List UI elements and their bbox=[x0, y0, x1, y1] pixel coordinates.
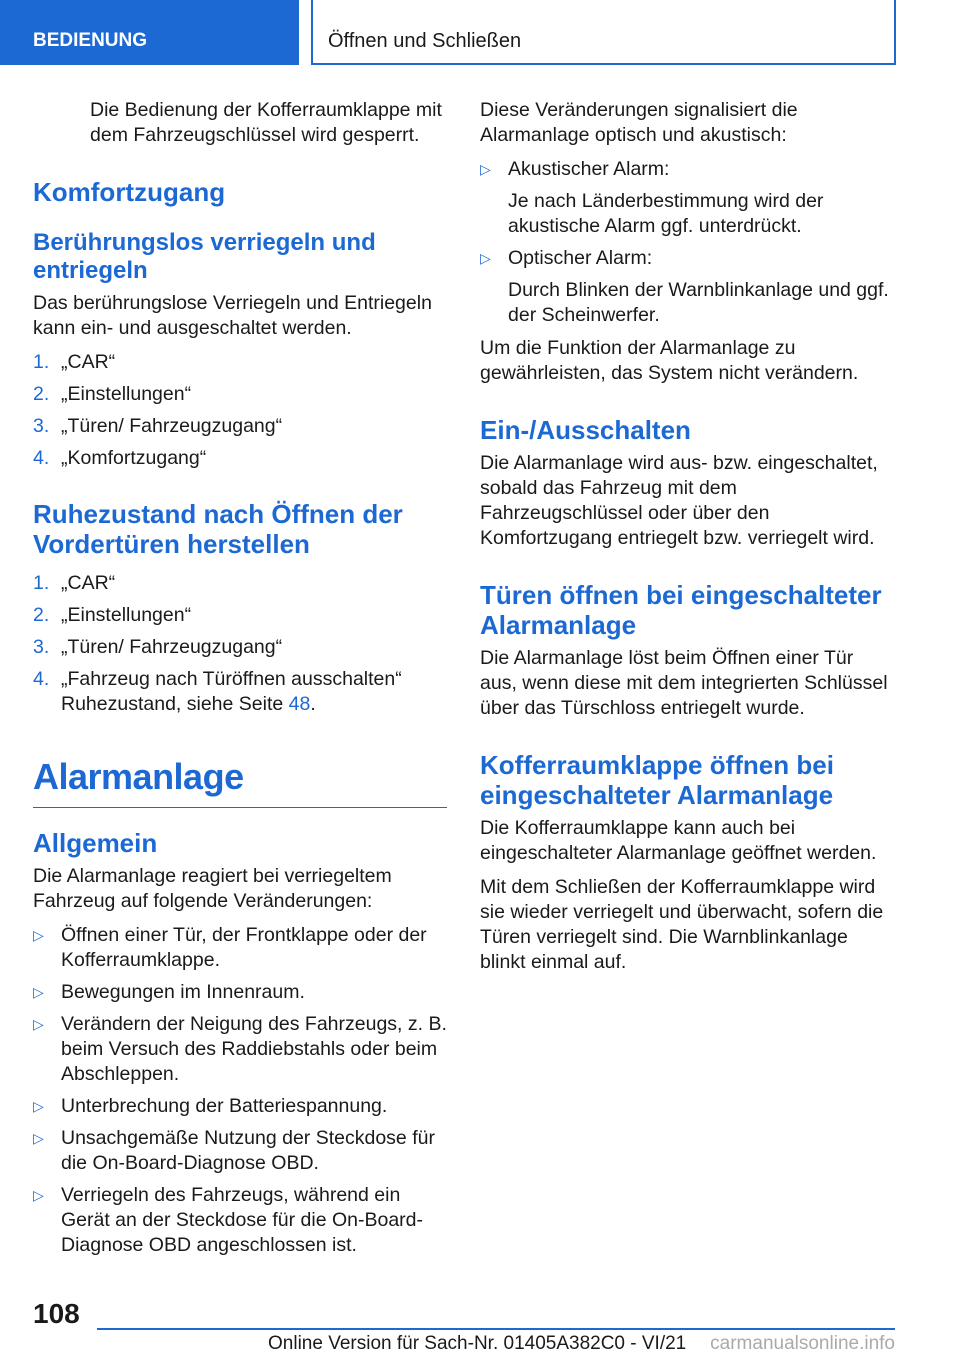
list-item: 3. „Türen/ Fahrzeugzugang“ bbox=[33, 415, 283, 437]
list-item: ▷ Unsachgemäße Nutzung der Steckdose für die On-Board-Diagnose OBD. bbox=[33, 1127, 435, 1174]
list-item: ▷ Optischer Alarm: Durch Blinken der Warnblinkanlage und ggf. der Scheinwerfer. bbox=[480, 247, 889, 326]
triangle-bullet-icon: ▷ bbox=[33, 1098, 44, 1114]
watermark: carmanualsonline.info bbox=[710, 1333, 895, 1354]
list-item: 2. „Einstellungen“ bbox=[33, 604, 192, 626]
triangle-bullet-icon: ▷ bbox=[33, 1016, 44, 1032]
einaus-text: Die Alarmanlage wird aus- bzw. eingeschaltet, sobald das Fahrzeug mit dem Fahrzeugschlüssel oder über den Komfortzugang entriegelt bzw. verriegelt wird. bbox=[480, 452, 878, 549]
list-item: ▷ Bewegungen im Innenraum. bbox=[33, 981, 305, 1003]
list-item: 4. „Fahrzeug nach Türöffnen ausschalten“ Ruhezustand, siehe Seite 48. bbox=[33, 668, 402, 715]
section-tab: BEDIENUNG bbox=[0, 0, 299, 65]
page-link[interactable]: 48 bbox=[288, 693, 311, 715]
alarm-triggers-list bbox=[33, 923, 447, 1258]
footer-divider bbox=[97, 1328, 895, 1330]
koffer-text-1: Die Kofferraumklappe kann auch bei eingeschalteter Alarmanlage geöffnet werden. bbox=[480, 817, 877, 864]
triangle-bullet-icon: ▷ bbox=[33, 927, 44, 943]
menu-steps-list-1 bbox=[33, 350, 447, 471]
heading-tueren-oeffnen: Türen öffnen bei eingeschalteter Alarmanlage bbox=[480, 580, 882, 640]
heading-alarmanlage: Alarmanlage bbox=[33, 755, 447, 808]
triangle-bullet-icon: ▷ bbox=[480, 250, 491, 266]
heading-ruhezustand: Ruhezustand nach Öffnen der Vordertüren herstellen bbox=[33, 499, 403, 559]
list-item: 2. „Einstellungen“ bbox=[33, 383, 192, 405]
heading-allgemein: Allgemein bbox=[33, 828, 158, 858]
triangle-bullet-icon: ▷ bbox=[33, 984, 44, 1000]
koffer-text-2: Mit dem Schließen der Kofferraumklappe wird sie wieder verriegelt und überwacht, sofern die Türen verriegelt sind. Die Warnblinkanlage blinkt einmal auf. bbox=[480, 876, 884, 973]
funktion-text: Um die Funktion der Alarmanlage zu gewährleisten, das System nicht verändern. bbox=[480, 337, 859, 384]
right-column bbox=[480, 98, 894, 984]
list-item: ▷ Öffnen einer Tür, der Frontklappe oder der Kofferraumklappe. bbox=[33, 924, 427, 971]
allgemein-text: Die Alarmanlage reagiert bei verriegeltem Fahrzeug auf folgende Veränderungen: bbox=[33, 865, 392, 912]
heading-komfortzugang: Komfortzugang bbox=[33, 177, 226, 207]
triangle-bullet-icon: ▷ bbox=[480, 161, 491, 177]
triangle-bullet-icon: ▷ bbox=[33, 1187, 44, 1203]
list-item: ▷ Verriegeln des Fahrzeugs, während ein Gerät an der Steckdose für die On-Board-Diagnose OBD angeschlossen ist. bbox=[33, 1184, 424, 1256]
intro-text: Die Bedienung der Kofferraumklappe mit dem Fahrzeugschlüssel wird gesperrt. bbox=[90, 99, 442, 146]
beruehrung-text: Das berührungslose Verriegeln und Entriegeln kann ein- und ausgeschaltet werden. bbox=[33, 292, 432, 339]
list-item: 1. „CAR“ bbox=[33, 572, 116, 594]
chapter-title: Öffnen und Schließen bbox=[311, 0, 896, 65]
signal-text: Diese Veränderungen signalisiert die Alarmanlage optisch und akustisch: bbox=[480, 99, 798, 146]
heading-kofferraum-oeffnen: Kofferraumklappe öffnen bei eingeschalteter Alarmanlage bbox=[480, 750, 834, 810]
alarm-types-list bbox=[480, 157, 894, 328]
list-item: 3. „Türen/ Fahrzeugzugang“ bbox=[33, 636, 283, 658]
list-item: ▷ Akustischer Alarm: Je nach Länderbestimmung wird der akustische Alarm ggf. unterdrückt. bbox=[480, 158, 824, 237]
tueren-text: Die Alarmanlage löst beim Öffnen einer Tür aus, wenn diese mit dem integrierten Schlüssel über das Türschloss entriegelt wurde. bbox=[480, 647, 888, 719]
list-item: ▷ Unterbrechung der Batteriespannung. bbox=[33, 1095, 388, 1117]
list-item: 1. „CAR“ bbox=[33, 351, 116, 373]
list-item: ▷ Verändern der Neigung des Fahrzeugs, z. B. beim Versuch des Raddiebstahls oder beim Abschleppen. bbox=[33, 1013, 447, 1085]
list-item: 4. „Komfortzugang“ bbox=[33, 447, 207, 469]
page-number: 108 bbox=[33, 1298, 80, 1329]
left-column bbox=[33, 98, 447, 1266]
footer-online-version: Online Version für Sach-Nr. 01405A382C0 - VI/21 bbox=[268, 1333, 687, 1354]
heading-ein-ausschalten: Ein-/Ausschalten bbox=[480, 415, 691, 445]
menu-steps-list-2 bbox=[33, 571, 447, 717]
heading-beruehrungslos: Berührungslos verriegeln und entriegeln bbox=[33, 229, 376, 284]
triangle-bullet-icon: ▷ bbox=[33, 1130, 44, 1146]
page-reference: Ruhezustand, siehe Seite 48. bbox=[61, 693, 316, 715]
